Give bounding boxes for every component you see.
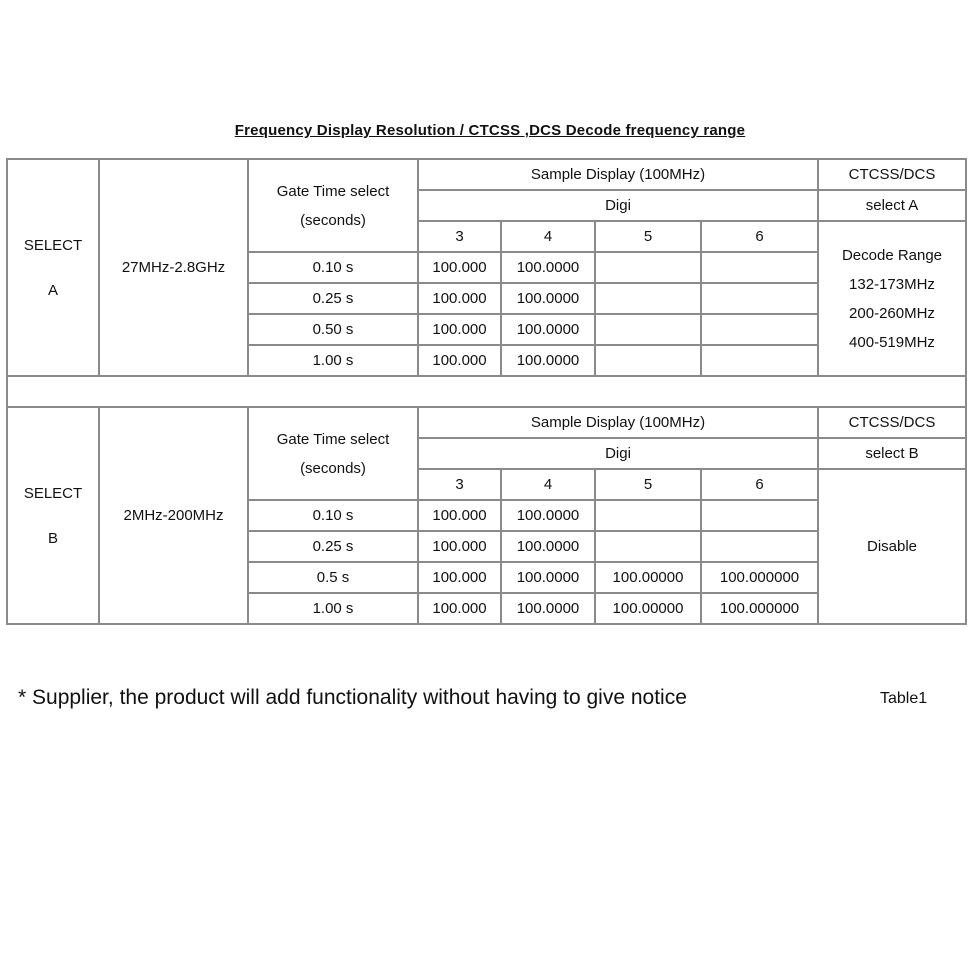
decode-range-a: Decode Range 132-173MHz 200-260MHz 400-519MHz bbox=[818, 221, 966, 376]
digit-5-value: 100.00000 bbox=[595, 593, 701, 624]
table-title: Frequency Display Resolution / CTCSS ,DCS Decode frequency range bbox=[234, 122, 746, 139]
digit-6-value: 100.000000 bbox=[701, 593, 818, 624]
gate-value: 1.00 s bbox=[248, 593, 418, 624]
digit-6-value bbox=[701, 314, 818, 345]
digit-6-value bbox=[701, 345, 818, 376]
decode-value-b: Disable bbox=[818, 469, 966, 624]
digit-col-4-a: 4 bbox=[501, 221, 595, 252]
ctcss-select-b: select B bbox=[818, 438, 966, 469]
ctcss-header-a: CTCSS/DCS bbox=[818, 159, 966, 190]
digit-3-value: 100.000 bbox=[418, 562, 501, 593]
gate-value: 0.50 s bbox=[248, 314, 418, 345]
gate-time-header-a: Gate Time select (seconds) bbox=[248, 159, 418, 252]
sample-display-header-a: Sample Display (100MHz) bbox=[418, 159, 818, 190]
gate-value: 1.00 s bbox=[248, 345, 418, 376]
digit-3-value: 100.000 bbox=[418, 593, 501, 624]
gate-time-header-b: Gate Time select (seconds) bbox=[248, 407, 418, 500]
digit-3-value: 100.000 bbox=[418, 500, 501, 531]
digit-6-value bbox=[701, 283, 818, 314]
ctcss-header-b: CTCSS/DCS bbox=[818, 407, 966, 438]
gate-value: 0.10 s bbox=[248, 500, 418, 531]
section-separator bbox=[7, 376, 966, 407]
freq-range-a: 27MHz-2.8GHz bbox=[99, 159, 248, 376]
digit-6-value bbox=[701, 252, 818, 283]
gate-value: 0.5 s bbox=[248, 562, 418, 593]
gate-value: 0.25 s bbox=[248, 531, 418, 562]
digit-6-value: 100.000000 bbox=[701, 562, 818, 593]
digit-5-value bbox=[595, 531, 701, 562]
digit-3-value: 100.000 bbox=[418, 314, 501, 345]
gate-value: 0.25 s bbox=[248, 283, 418, 314]
digit-5-value bbox=[595, 500, 701, 531]
digit-5-value bbox=[595, 252, 701, 283]
digit-3-value: 100.000 bbox=[418, 283, 501, 314]
section-b-header-row bbox=[7, 407, 966, 438]
digit-col-6-b: 6 bbox=[701, 469, 818, 500]
digit-col-5-b: 5 bbox=[595, 469, 701, 500]
digit-4-value: 100.0000 bbox=[501, 283, 595, 314]
digit-col-3-b: 3 bbox=[418, 469, 501, 500]
digit-4-value: 100.0000 bbox=[501, 562, 595, 593]
digit-5-value bbox=[595, 314, 701, 345]
digit-4-value: 100.0000 bbox=[501, 252, 595, 283]
ctcss-select-a: select A bbox=[818, 190, 966, 221]
digit-6-value bbox=[701, 500, 818, 531]
digi-header-b: Digi bbox=[418, 438, 818, 469]
section-separator-row bbox=[7, 376, 966, 407]
freq-range-b: 2MHz-200MHz bbox=[99, 407, 248, 624]
digit-5-value: 100.00000 bbox=[595, 562, 701, 593]
digit-col-4-b: 4 bbox=[501, 469, 595, 500]
digit-col-6-a: 6 bbox=[701, 221, 818, 252]
select-b-cell: SELECT B bbox=[7, 407, 99, 624]
digit-4-value: 100.0000 bbox=[501, 345, 595, 376]
digit-3-value: 100.000 bbox=[418, 531, 501, 562]
table-label: Table1 bbox=[880, 690, 928, 707]
digit-col-5-a: 5 bbox=[595, 221, 701, 252]
section-a-header-row bbox=[7, 159, 966, 190]
select-a-cell: SELECT A bbox=[7, 159, 99, 376]
spec-table bbox=[6, 158, 967, 625]
digit-5-value bbox=[595, 283, 701, 314]
digit-5-value bbox=[595, 345, 701, 376]
gate-value: 0.10 s bbox=[248, 252, 418, 283]
digit-col-3-a: 3 bbox=[418, 221, 501, 252]
sample-display-header-b: Sample Display (100MHz) bbox=[418, 407, 818, 438]
digit-4-value: 100.0000 bbox=[501, 593, 595, 624]
digit-4-value: 100.0000 bbox=[501, 500, 595, 531]
digi-header-a: Digi bbox=[418, 190, 818, 221]
digit-4-value: 100.0000 bbox=[501, 531, 595, 562]
digit-4-value: 100.0000 bbox=[501, 314, 595, 345]
footnote: * Supplier, the product will add functionality without having to give notice bbox=[18, 686, 687, 709]
digit-3-value: 100.000 bbox=[418, 252, 501, 283]
digit-6-value bbox=[701, 531, 818, 562]
digit-3-value: 100.000 bbox=[418, 345, 501, 376]
